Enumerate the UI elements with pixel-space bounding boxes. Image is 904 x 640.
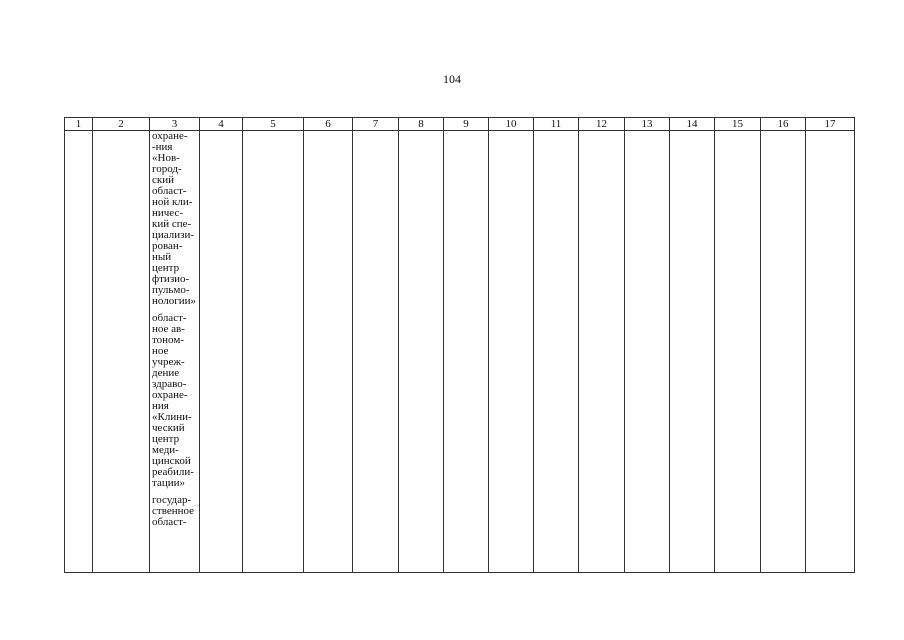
text-line: фтизио- xyxy=(152,273,190,285)
column-header: 13 xyxy=(625,118,670,131)
text-line: рован- xyxy=(152,240,183,252)
text-line: ния xyxy=(152,400,169,412)
table-cell xyxy=(625,131,670,573)
column-header: 2 xyxy=(93,118,150,131)
column-header: 11 xyxy=(534,118,579,131)
table-cell-organization-names xyxy=(150,131,200,573)
text-line: ственное xyxy=(152,505,194,517)
text-line: циализи- xyxy=(152,229,195,241)
text-line: тоном- xyxy=(152,334,184,346)
text-line: пульмо- xyxy=(152,284,190,296)
table-cell xyxy=(93,131,150,573)
table-cell xyxy=(761,131,806,573)
text-line: меди- xyxy=(152,444,179,456)
table-cell xyxy=(806,131,855,573)
text-line: -ния xyxy=(152,141,173,153)
text-line: центр xyxy=(152,262,180,274)
text-line: дение xyxy=(152,367,180,379)
text-line: здраво- xyxy=(152,378,187,390)
column-header: 17 xyxy=(806,118,855,131)
text-line: ный xyxy=(152,251,172,263)
table-header-row xyxy=(65,118,855,131)
text-line: ческий xyxy=(152,422,185,434)
text-line: учреж- xyxy=(152,356,185,368)
text-line: тации» xyxy=(152,477,185,489)
column-header: 16 xyxy=(761,118,806,131)
table-cell xyxy=(489,131,534,573)
table-cell xyxy=(579,131,625,573)
text-line: «Клини- xyxy=(152,411,192,423)
table-cell xyxy=(399,131,444,573)
text-line: област- xyxy=(152,185,187,197)
column-header: 5 xyxy=(243,118,304,131)
table-cell xyxy=(534,131,579,573)
text-line: ский xyxy=(152,174,174,186)
table-cell xyxy=(353,131,399,573)
text-line: центр xyxy=(152,433,180,445)
text-line: город- xyxy=(152,163,182,175)
column-header: 12 xyxy=(579,118,625,131)
table-cell xyxy=(200,131,243,573)
text-line: ной кли- xyxy=(152,196,193,208)
text-line: кий спе- xyxy=(152,218,192,230)
page-number: 104 xyxy=(443,72,461,86)
text-line: «Нов- xyxy=(152,152,180,164)
table-cell xyxy=(715,131,761,573)
text-line: област- xyxy=(152,312,187,324)
table-cell xyxy=(65,131,93,573)
column-header: 3 xyxy=(150,118,200,131)
column-header: 4 xyxy=(200,118,243,131)
organization-name-paragraph xyxy=(152,495,198,528)
table-cell xyxy=(444,131,489,573)
table-cell xyxy=(670,131,715,573)
column-header: 9 xyxy=(444,118,489,131)
text-line: государ- xyxy=(152,494,192,506)
organization-name-paragraph xyxy=(152,131,198,307)
text-line: цинской xyxy=(152,455,191,467)
column-header: 8 xyxy=(399,118,444,131)
text-line: област- xyxy=(152,516,187,528)
text-line: реабили- xyxy=(152,466,194,478)
text-line: нологии» xyxy=(152,295,197,307)
document-table xyxy=(64,117,855,573)
table-row xyxy=(65,131,855,573)
column-header: 15 xyxy=(715,118,761,131)
column-header: 1 xyxy=(65,118,93,131)
table-cell xyxy=(304,131,353,573)
text-line: ничес- xyxy=(152,207,184,219)
organization-name-paragraph xyxy=(152,313,198,489)
column-header: 14 xyxy=(670,118,715,131)
column-header: 7 xyxy=(353,118,399,131)
column-header: 10 xyxy=(489,118,534,131)
text-line: охране- xyxy=(152,131,188,142)
column-header: 6 xyxy=(304,118,353,131)
text-line: охране- xyxy=(152,389,188,401)
table-cell xyxy=(243,131,304,573)
text-line: ное ав- xyxy=(152,323,185,335)
text-line: ное xyxy=(152,345,169,357)
